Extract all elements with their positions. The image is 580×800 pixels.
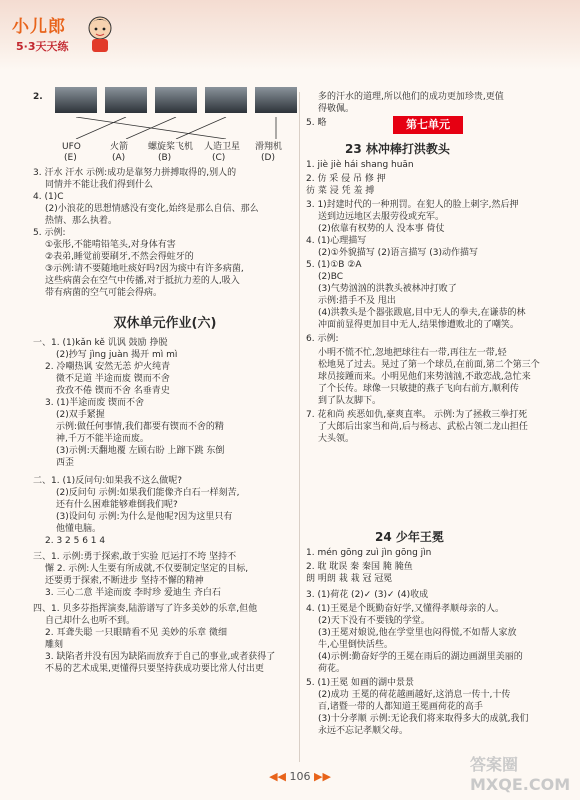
q5-line-3c: 带有病菌的空气可能会得病。	[45, 288, 163, 298]
column-divider	[299, 92, 300, 762]
r-line-7b: 了大郎后出家当和尚,后与杨志、武松占领二龙山担任	[318, 422, 528, 432]
s-line-2b: 朗 明朗 栽 栽 冠 冠冕	[306, 574, 393, 584]
r-line-7c: 大头领。	[318, 434, 355, 444]
s-line-4f: 荷花。	[318, 664, 346, 674]
watermark: 答案圈 MXQE.COM	[470, 755, 571, 794]
r-line-3c: (2)依靠有权势的人 没本事 倚仗	[318, 224, 445, 234]
s4-line-3: 3. 缺陷者并没有因为缺陷而放弃于自己的事业,或者获得了	[45, 652, 276, 662]
s1-line-2b: 微不足道 半途而废 锲而不舍	[56, 374, 170, 384]
q2-letter-4: (C)	[212, 153, 226, 163]
s3-line-1c: 还要勇于探索,不断进步 坚持不懈的精神	[45, 576, 204, 586]
prev-arrow-icon: ◀◀	[269, 770, 286, 783]
unit-banner: 第七单元	[393, 116, 463, 134]
glider-picture	[255, 87, 297, 113]
s-line-4c: (3)王冕对娘说,他在学堂里也闷得慌,不如帮人家放	[318, 628, 517, 638]
r-line-6d: 球员接踵而来。小明见他们来势汹汹,不敢恋战,急忙来	[318, 372, 531, 382]
s2-line-1e: 他懂电脑。	[56, 524, 102, 534]
q2-label-1: UFO	[62, 142, 81, 152]
s-line-5: 5. (1)王冕 如画的湖中景景	[306, 678, 415, 688]
s1-line-3f: 西歪	[56, 458, 75, 468]
q2-label-5: 滑翔机	[255, 142, 283, 152]
s1-line-3: 3. (1)半途而废 锲而不舍	[45, 398, 145, 408]
r-top-1: 多的汗水的道理,所以他们的成功更加珍贵,更值	[318, 92, 504, 102]
r-line-5b: (2)BC	[318, 272, 344, 282]
r-line-5c: (3)气势汹汹的洪教头被林冲打败了	[318, 284, 457, 294]
s2-line-2: 2. 3 2 5 6 1 4	[45, 536, 106, 546]
logo-main-text: 小儿郎	[12, 17, 66, 37]
s-line-5c: 百,诸暨一带的人都知道王冕画荷花的高手	[318, 702, 483, 712]
q2-letter-3: (B)	[158, 153, 172, 163]
rocket-picture	[105, 87, 147, 113]
s1-line-1b: (2)抄写 jìng juàn 揭开 mì mì	[56, 350, 178, 360]
section-title: 双休单元作业(六)	[113, 316, 217, 331]
q2-letter-5: (D)	[261, 153, 275, 163]
satellite-picture	[205, 87, 247, 113]
page-number: 106	[289, 770, 311, 783]
s-line-4e: (4)示例:勤奋好学的王冕在雨后的湖边画湖里美丽的	[318, 652, 523, 662]
r-line-1: 1. jiè jiè hái shang huān	[306, 160, 414, 170]
s-line-4b: (2)天下没有不要钱的学堂。	[318, 616, 430, 626]
r-line-2: 2. 仿 采 侵 吊 修 押	[306, 174, 386, 184]
r-line-5d: 示例:措手不及 甩出	[318, 296, 396, 306]
r-line-3b: 送到边远地区去服劳役或充军。	[318, 212, 445, 222]
r-line-5f: 冲面前显得更加目中无人,结果惨遭败北的了嘲笑。	[318, 320, 519, 330]
q2-letter-1: (E)	[64, 153, 77, 163]
q2-letter-2: (A)	[112, 153, 126, 163]
s3-line-1d: 3. 三心二意 半途而废 李时珍 爱迪生 齐白石	[45, 588, 221, 598]
matching-lines	[55, 117, 300, 139]
q3-line-b: 同情并不能让我们得到什么	[45, 180, 154, 190]
s2-line-1d: (3)设问句 示例:为什么是他呢?因为这里只有	[56, 512, 233, 522]
s4-line-3b: 不易的艺术成果,更懂得只要坚持获成功要比常人付出更	[45, 664, 264, 674]
r-line-7: 7. 花和尚 疾恶如仇,豪爽直率。 示例:为了拯救三拳打死	[306, 410, 528, 420]
q2-label-2: 火箭	[110, 142, 129, 152]
r-line-3: 3. 1)封建时代的一种刑罚。在犯人的脸上刺字,然后押	[306, 200, 519, 210]
q5-line-2: ②表弟,睡觉前要刷牙,不然会得蛀牙的	[45, 252, 194, 262]
q4-line-2: (2)小浪花的思想情感没有变化,始终是那么自信、那么	[45, 204, 259, 214]
r-line-6f: 到了队友脚下。	[318, 396, 382, 406]
r-line-4b: (2)①外貌描写 (2)语言描写 (3)动作描写	[318, 248, 479, 258]
s-line-4: 4. (1)王冕是个既勤奋好学,又懂得孝顺母亲的人。	[306, 604, 505, 614]
r-line-4: 4. (1)心理描写	[306, 236, 367, 246]
s1-line-2c: 孜孜不倦 锲而不舍 名垂青史	[56, 386, 170, 396]
q5-line-3b: 这些病菌会在空气中传播,对于抵抗力差的人,吸入	[45, 276, 240, 286]
q2-number: 2.	[33, 92, 43, 102]
q2-pictures	[55, 87, 300, 117]
s-line-5e: 永远不忘记孝顺父母。	[318, 726, 409, 736]
s1-line-1: 一、1. (1)kǎn kě 讥讽 鼓励 挣脱	[33, 338, 168, 348]
q5-line-3: ③示例:请不要随地吐痰好吗?因为痰中有许多病菌,	[45, 264, 244, 274]
r-top-2: 得敬佩。	[318, 104, 355, 114]
r-line-5e: (4)洪教头是个器张跋扈,目中无人的拳夫,在谦恭的林	[318, 308, 526, 318]
header-band	[0, 0, 580, 70]
s-line-3: 3. (1)荷花 (2)✓ (3)✓ (4)收成	[306, 590, 429, 600]
lesson-24-title: 24 少年王冕	[375, 530, 444, 544]
s3-line-1b: 懈 2. 示例:人生要有所成就,不仅要制定坚定的目标,	[45, 564, 249, 574]
s-line-2: 2. 耽 耽误 秦 秦国 腌 腌鱼	[306, 562, 413, 572]
s4-line-2: 2. 耳聋失聪 一只眼睛看不见 美妙的乐章 微细	[45, 628, 228, 638]
q5-line: 5. 示例:	[33, 228, 66, 238]
s3-line-1: 三、1. 示例:勇于探索,敢于实验 厄运打不垮 坚持不	[33, 552, 237, 562]
r-line-2b: 彷 菜 浸 凭 羞 搏	[306, 186, 375, 196]
logo	[6, 4, 121, 64]
plane-picture	[155, 87, 197, 113]
s1-line-3c: 示例:做任何事情,我们都要有锲而不舍的精	[56, 422, 224, 432]
r-line-6: 6. 示例:	[306, 334, 339, 344]
r-top-3: 5. 略	[306, 118, 327, 128]
s4-line-1: 四、1. 贝多芬指挥演奏,陆游谱写了许多美妙的乐章,但他	[33, 604, 258, 614]
q2-label-4: 人造卫星	[204, 142, 241, 152]
r-line-6b: 小明不慌不忙,忽地把球往右一带,再往左一带,轻	[318, 348, 507, 358]
next-arrow-icon: ▶▶	[314, 770, 331, 783]
s1-line-2: 2. 冷嘲热讽 安然无恙 炉火纯青	[45, 362, 171, 372]
r-line-6e: 了个长传。球像一只敏捷的燕子飞向右前方,顺利传	[318, 384, 519, 394]
s1-line-3b: (2)双手紧握	[56, 410, 105, 420]
s1-line-3e: (3)示例:天翻地覆 左顾右盼 上蹿下跳 东倒	[56, 446, 225, 456]
s2-line-1b: (2)反问句 示例:如果我们能像齐白石一样刻苦,	[56, 488, 240, 498]
ufo-picture	[55, 87, 97, 113]
s-line-4d: 牛,心里倒快活些。	[318, 640, 393, 650]
mascot-icon	[84, 14, 116, 54]
logo-sub-text: 5·3天天练	[16, 40, 69, 53]
q5-line-1: ①张彤,不能啃铅笔头,对身体有害	[45, 240, 176, 250]
s4-line-2b: 雕刻	[45, 640, 64, 650]
q2-label-3: 螺旋桨飞机	[148, 142, 194, 152]
s4-line-1b: 自己却什么也听不到。	[45, 616, 136, 626]
q4-line-2b: 热情、那么执着。	[45, 216, 118, 226]
s1-line-3d: 神,千万不能半途而废。	[56, 434, 149, 444]
q3-line: 3. 汗水 汗水 示例:成功是靠努力拼搏取得的,别人的	[33, 168, 237, 178]
s2-line-1: 二、1. (1)反问句:如果我不这么做呢?	[33, 476, 183, 486]
q4-line: 4. (1)C	[33, 192, 64, 202]
s-line-5b: (2)成功 王冕的荷花越画越好,这消息一传十,十传	[318, 690, 511, 700]
s-line-1: 1. mén gōng zuì jìn gōng jìn	[306, 548, 432, 558]
page-number-footer	[260, 770, 340, 786]
lesson-23-title: 23 林冲棒打洪教头	[345, 142, 450, 156]
s2-line-1c: 还有什么困难能够难倒我们呢?	[56, 500, 178, 510]
r-line-6c: 松地晃了过去。晃过了第一个球员,在前面,第二个第三个	[318, 360, 540, 370]
r-line-5: 5. (1)①B ②A	[306, 260, 362, 270]
s-line-5d: (3)十分孝顺 示例:无论我们将来取得多大的成就,我们	[318, 714, 529, 724]
